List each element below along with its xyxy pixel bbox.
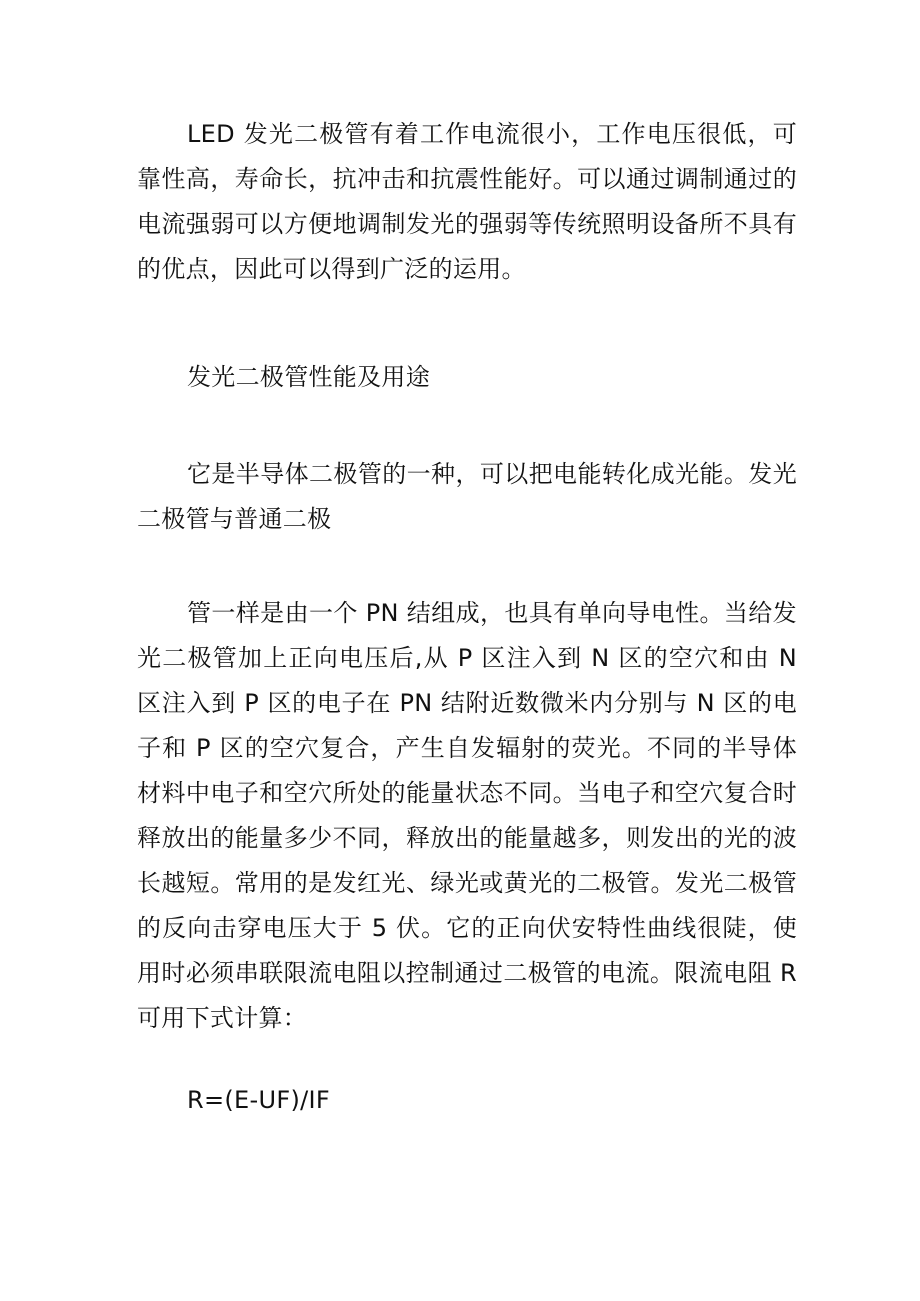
definition-paragraph: 它是半导体二极管的一种，可以把电能转化成光能。发光二极管与普通二极 [137, 460, 797, 533]
principle-paragraph: 管一样是由一个 PN 结组成，也具有单向导电性。当给发光二极管加上正向电压后,从 P 区注入到 N 区的空穴和由 N 区注入到 P 区的电子在 PN 结附近数微米内分别与 N 区的电子和 P 区的空穴复合，产生自发辐射的荧光。不同的半导体材料中电子和空穴所处的能量状态不同。当电子和空穴复合时释放出的能量多少不同，释放出的能量越多，则发出的光的波长越短。常用的是发红光、绿光或黄光的二极管。发光二极管的反向击穿电压大于 5 伏。它的正向伏安特性曲线很陡，使用时必须串联限流电阻以控制通过二极管的电流。限流电阻 R 可用下式计算： [137, 599, 797, 1032]
intro-paragraph: LED 发光二极管有着工作电流很小，工作电压很低，可靠性高，寿命长，抗冲击和抗震性能好。可以通过调制通过的电流强弱可以方便地调制发光的强弱等传统照明设备所不具有的优点，因此可以得到广泛的运用。 [137, 120, 797, 283]
formula: R=(E-UF)/IF [187, 1086, 330, 1114]
section-heading: 发光二极管性能及用途 [187, 363, 430, 391]
